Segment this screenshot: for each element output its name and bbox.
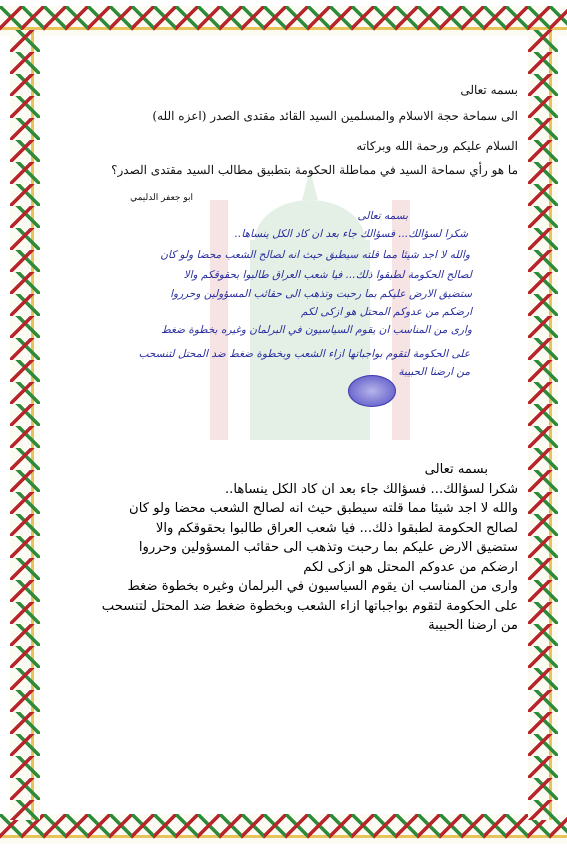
decorative-border-right bbox=[528, 30, 558, 820]
decorative-border-bottom bbox=[0, 814, 567, 844]
handwritten-line: والله لا اجد شيئا مما قلته سيطبق حيث انه لصالح الشعب محضا ولو كان bbox=[160, 249, 470, 261]
answer-basmala: بسمه تعالى bbox=[424, 462, 488, 477]
decorative-border-top bbox=[0, 6, 567, 36]
handwritten-line: ستضيق الارض عليكم بما رحبت وتذهب الى حقائب المسؤولين وحرروا bbox=[170, 288, 472, 300]
question-text: ما هو رأي سماحة السيد في مماطلة الحكومة بتطبيق مطالب السيد مقتدى الصدر؟ bbox=[111, 163, 518, 177]
handwritten-line: بسمه تعالى bbox=[357, 210, 408, 222]
answer-line: على الحكومة لتقوم بواجباتها ازاء الشعب وبخطوة ضغط ضد المحتل لتنسحب bbox=[101, 598, 518, 614]
question-addressee: الى سماحة حجة الاسلام والمسلمين السيد القائد مقتدى الصدر (اعزه الله) bbox=[152, 109, 518, 123]
handwritten-line: من ارضنا الحبيبة bbox=[398, 366, 470, 378]
answer-line: لصالح الحكومة لطبقوا ذلك... فيا شعب العراق طالبوا بحقوقكم والا bbox=[155, 520, 518, 536]
answer-line: شكرا لسؤالك... فسؤالك جاء بعد ان كاد الكل ينساها.. bbox=[224, 481, 518, 497]
decorative-border-left bbox=[10, 30, 40, 820]
answer-line: ارضكم من عدوكم المحتل هو ازكى لكم bbox=[303, 559, 518, 575]
handwritten-line: على الحكومة لتقوم بواجباتها ازاء الشعب وبخطوة ضغط ضد المحتل لتنسحب bbox=[138, 348, 470, 360]
handwritten-line: ارضكم من عدوكم المحتل هو ازكى لكم bbox=[301, 306, 472, 318]
answer-line: من ارضنا الحبيبة bbox=[428, 618, 518, 633]
handwritten-line: لصالح الحكومة لطبقوا ذلك... فيا شعب العراق طالبوا بحقوقكم والا bbox=[183, 269, 472, 281]
letter-content bbox=[48, 70, 518, 810]
question-basmala: بسمه تعالى bbox=[460, 83, 518, 97]
question-greeting: السلام عليكم ورحمة الله وبركاته bbox=[356, 139, 518, 153]
handwritten-line: وارى من المناسب ان يقوم السياسيون في البرلمان وغيره بخطوة ضغط bbox=[161, 324, 472, 336]
answer-line: والله لا اجد شيئا مما قلته سيطبق حيث انه لصالح الشعب محضا ولو كان bbox=[129, 501, 518, 516]
answer-line: ستضيق الارض عليكم بما رحبت وتذهب الى حقائب المسؤولين وحرروا bbox=[138, 540, 518, 555]
official-seal-icon bbox=[348, 375, 396, 407]
answer-line: وارى من المناسب ان يقوم السياسيون في البرلمان وغيره بخطوة ضغط bbox=[127, 579, 518, 594]
question-sender: ابو جعفر الدليمي bbox=[130, 193, 193, 203]
handwritten-line: شكرا لسؤالك... فسؤالك جاء بعد ان كاد الكل ينساها.. bbox=[234, 228, 468, 240]
typed-answer bbox=[48, 460, 518, 636]
